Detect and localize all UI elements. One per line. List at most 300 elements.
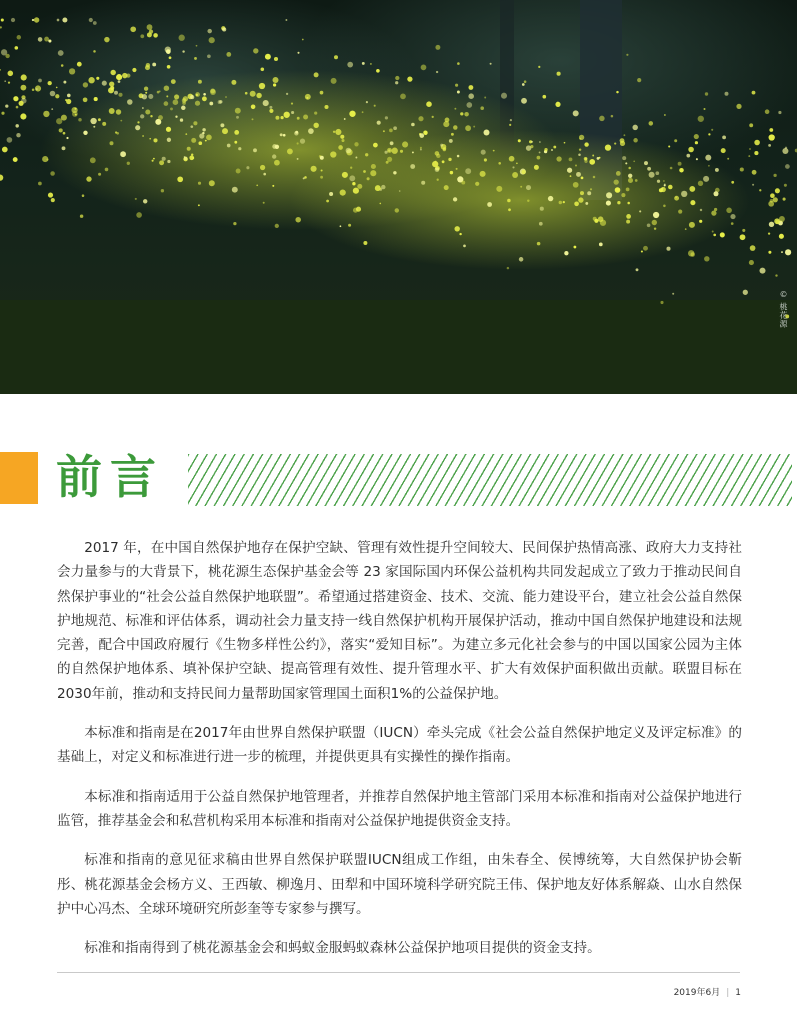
firefly-glow xyxy=(769,222,774,227)
page-number: 1 xyxy=(735,988,741,998)
firefly-glow xyxy=(275,145,279,149)
firefly-glow xyxy=(689,222,695,228)
firefly-glow xyxy=(43,111,49,117)
firefly-glow xyxy=(44,37,49,42)
firefly-glow xyxy=(773,197,778,202)
firefly-glow xyxy=(5,104,8,107)
firefly-glow xyxy=(663,205,666,208)
firefly-glow xyxy=(93,50,96,53)
firefly-glow xyxy=(564,251,568,255)
firefly-glow xyxy=(374,105,376,107)
firefly-glow xyxy=(389,129,393,133)
firefly-glow xyxy=(338,145,343,150)
firefly-glow xyxy=(652,220,657,225)
firefly-glow xyxy=(585,202,588,205)
firefly-glow xyxy=(363,170,366,173)
firefly-glow xyxy=(8,71,14,77)
firefly-glow xyxy=(67,94,71,98)
firefly-glow xyxy=(605,144,611,150)
firefly-glow xyxy=(263,202,265,204)
firefly-glow xyxy=(185,133,187,135)
firefly-glow xyxy=(152,63,156,67)
firefly-glow xyxy=(498,162,501,165)
firefly-glow xyxy=(580,191,584,195)
firefly-glow xyxy=(584,142,588,146)
firefly-glow xyxy=(51,198,55,202)
firefly-glow xyxy=(521,98,527,104)
firefly-glow xyxy=(263,100,269,106)
firefly-glow xyxy=(377,121,381,125)
firefly-glow xyxy=(114,91,118,95)
firefly-glow xyxy=(448,158,451,161)
firefly-glow xyxy=(362,62,365,65)
firefly-glow xyxy=(754,140,760,146)
firefly-glow xyxy=(272,185,274,187)
firefly-glow xyxy=(313,123,318,128)
firefly-glow xyxy=(575,165,577,167)
firefly-glow xyxy=(94,97,98,101)
firefly-glow xyxy=(38,182,42,186)
firefly-glow xyxy=(75,114,77,116)
firefly-glow xyxy=(297,142,299,144)
firefly-glow xyxy=(104,37,109,42)
firefly-glow xyxy=(366,101,368,103)
firefly-glow xyxy=(275,116,279,120)
firefly-glow xyxy=(690,200,695,205)
firefly-glow xyxy=(633,138,637,142)
firefly-glow xyxy=(324,105,328,109)
firefly-glow xyxy=(432,116,434,118)
firefly-glow xyxy=(663,180,665,182)
firefly-glow xyxy=(184,156,186,158)
firefly-glow xyxy=(145,109,150,114)
firefly-glow xyxy=(512,172,518,178)
firefly-glow xyxy=(460,112,463,115)
firefly-glow xyxy=(321,169,323,171)
firefly-glow xyxy=(110,86,114,90)
firefly-glow xyxy=(90,157,96,163)
firefly-glow xyxy=(98,173,101,176)
firefly-glow xyxy=(367,177,370,180)
firefly-glow xyxy=(553,146,556,149)
firefly-glow xyxy=(419,133,424,138)
firefly-glow xyxy=(207,29,211,33)
firefly-glow xyxy=(375,185,381,191)
firefly-glow xyxy=(153,158,155,160)
firefly-glow xyxy=(628,174,632,178)
firefly-glow xyxy=(137,121,139,123)
firefly-glow xyxy=(584,157,588,161)
firefly-glow xyxy=(344,118,346,120)
firefly-glow xyxy=(711,129,713,131)
firefly-glow xyxy=(587,191,591,195)
firefly-glow xyxy=(353,188,359,194)
firefly-glow xyxy=(199,133,204,138)
firefly-glow xyxy=(110,70,115,75)
firefly-glow xyxy=(785,147,787,149)
firefly-glow xyxy=(581,177,584,180)
firefly-glow xyxy=(569,157,573,161)
firefly-glow xyxy=(626,54,628,56)
firefly-glow xyxy=(48,193,53,198)
firefly-glow xyxy=(473,126,475,128)
firefly-glow xyxy=(704,256,709,261)
firefly-glow xyxy=(225,96,227,98)
firefly-glow xyxy=(145,65,150,70)
firefly-glow xyxy=(256,93,261,98)
firefly-glow xyxy=(599,243,603,247)
firefly-glow xyxy=(768,251,771,254)
firefly-glow xyxy=(736,104,741,109)
firefly-glow xyxy=(198,141,202,145)
firefly-glow xyxy=(167,65,171,69)
firefly-glow xyxy=(273,83,276,86)
firefly-glow xyxy=(50,171,55,176)
firefly-glow xyxy=(58,50,64,56)
firefly-glow xyxy=(779,234,784,239)
firefly-glow xyxy=(538,66,540,68)
firefly-glow xyxy=(614,179,619,184)
firefly-glow xyxy=(148,94,153,99)
firefly-glow xyxy=(750,245,756,251)
firefly-glow xyxy=(649,172,655,178)
firefly-glow xyxy=(695,141,698,144)
firefly-glow xyxy=(626,188,630,192)
firefly-glow xyxy=(202,96,207,101)
paragraph: 标准和指南得到了桃花源基金会和蚂蚁金服蚂蚁森林公益保护地项目提供的资金支持。 xyxy=(84,940,601,957)
firefly-glow xyxy=(135,125,140,130)
firefly-glow xyxy=(463,245,466,248)
firefly-glow xyxy=(407,76,412,81)
firefly-glow xyxy=(383,130,385,132)
firefly-glow xyxy=(530,145,533,148)
firefly-glow xyxy=(83,82,88,87)
firefly-glow xyxy=(386,161,389,164)
firefly-glow xyxy=(410,164,415,169)
firefly-glow xyxy=(626,214,631,219)
firefly-glow xyxy=(627,202,630,205)
firefly-glow xyxy=(72,107,78,113)
firefly-glow xyxy=(116,74,122,80)
firefly-glow xyxy=(152,160,154,162)
firefly-glow xyxy=(537,242,541,246)
firefly-glow xyxy=(573,182,579,188)
firefly-glow xyxy=(689,186,695,192)
firefly-glow xyxy=(435,45,440,50)
firefly-glow xyxy=(157,91,160,94)
firefly-glow xyxy=(274,57,278,61)
firefly-glow xyxy=(287,148,293,154)
firefly-glow xyxy=(678,210,682,214)
firefly-glow xyxy=(455,84,458,87)
footer-divider xyxy=(57,972,740,973)
firefly-glow xyxy=(162,157,166,161)
firefly-glow xyxy=(4,80,6,82)
firefly-glow xyxy=(273,77,279,83)
firefly-glow xyxy=(539,151,541,153)
firefly-glow xyxy=(294,131,298,135)
firefly-glow xyxy=(520,186,522,188)
firefly-glow xyxy=(390,141,394,145)
firefly-glow xyxy=(573,246,576,249)
firefly-glow xyxy=(59,128,63,132)
firefly-glow xyxy=(475,182,479,186)
firefly-glow xyxy=(256,184,258,186)
firefly-glow xyxy=(666,247,670,251)
firefly-glow xyxy=(251,104,256,109)
firefly-glow xyxy=(167,138,171,142)
firefly-glow xyxy=(402,141,408,147)
firefly-glow xyxy=(346,148,352,154)
firefly-glow xyxy=(563,201,565,203)
firefly-glow xyxy=(236,169,241,174)
firefly-glow xyxy=(8,82,10,84)
firefly-glow xyxy=(672,293,674,295)
firefly-glow xyxy=(688,250,694,256)
firefly-glow xyxy=(349,111,355,117)
firefly-glow xyxy=(655,171,659,175)
firefly-glow xyxy=(703,108,705,110)
firefly-glow xyxy=(161,189,164,192)
firefly-glow xyxy=(57,19,60,22)
firefly-glow xyxy=(509,156,515,162)
firefly-glow xyxy=(340,190,346,196)
firefly-glow xyxy=(599,116,604,121)
firefly-glow xyxy=(284,112,290,118)
firefly-glow xyxy=(685,228,687,230)
firefly-glow xyxy=(664,184,666,186)
firefly-glow xyxy=(727,158,729,160)
firefly-glow xyxy=(175,116,177,118)
firefly-glow xyxy=(457,62,460,65)
firefly-glow xyxy=(291,103,293,105)
firefly-glow xyxy=(142,135,144,137)
firefly-glow xyxy=(265,54,271,60)
firefly-glow xyxy=(32,19,34,21)
firefly-glow xyxy=(518,139,521,142)
firefly-glow xyxy=(348,224,351,227)
firefly-glow xyxy=(135,198,137,200)
firefly-glow xyxy=(48,39,51,42)
firefly-glow xyxy=(286,93,288,95)
firefly-glow xyxy=(400,150,403,153)
firefly-glow xyxy=(775,274,777,276)
firefly-glow xyxy=(759,189,761,191)
firefly-glow xyxy=(193,121,197,125)
firefly-glow xyxy=(617,201,620,204)
firefly-glow xyxy=(105,168,109,172)
firefly-glow xyxy=(555,102,560,107)
firefly-glow xyxy=(531,141,533,143)
firefly-glow xyxy=(696,158,698,160)
firefly-glow xyxy=(412,151,414,153)
firefly-glow xyxy=(668,145,670,147)
firefly-glow xyxy=(198,80,202,84)
firefly-glow xyxy=(245,92,248,95)
firefly-glow xyxy=(143,199,147,203)
firefly-glow xyxy=(291,111,294,114)
firefly-glow xyxy=(628,167,631,170)
firefly-glow xyxy=(140,34,144,38)
firefly-glow xyxy=(303,177,305,179)
firefly-glow xyxy=(110,141,114,145)
firefly-glow xyxy=(749,123,753,127)
firefly-glow xyxy=(127,99,133,105)
firefly-glow xyxy=(435,151,440,156)
firefly-glow xyxy=(597,157,600,160)
firefly-glow xyxy=(633,160,635,162)
firefly-glow xyxy=(66,99,71,104)
firefly-glow xyxy=(688,147,694,153)
firefly-glow xyxy=(496,186,502,192)
firefly-glow xyxy=(5,54,9,58)
firefly-glow xyxy=(759,268,765,274)
paragraph: 2017 年，在中国自然保护地存在保护空缺、管理有效性提升空间较大、民间保护热情高涨、政府大力支持社会力量参与的大背景下，桃花源生态保护基金会等 23 家国际国内环保公益机构共同发起成立了致力于推动民间自然保护事业的“社会公益自然保护地联盟”。希望通过搭建资金、技术、交流、能力建设平台，建立社会公益自然保护地规范、标准和评估体系，调动社会力量支持一线自然保护机构开展保护活动，推动中国自然保护地建设和法规完善，配合中国政府履行《生物多样性公约》，落实“爱知目标”。为建立多元化社会参与的中国以国家公园为主体的自然保护地体系、填补保护空缺、提高管理有效性、提升管理水平、扩大有效保护面积做出贡献。联盟目标在2030年前，推动和支持民间力量帮助国家管理国土面积1%的公益保护地。 xyxy=(57,540,742,702)
firefly-glow xyxy=(457,91,460,94)
firefly-glow xyxy=(573,110,579,116)
firefly-glow xyxy=(350,167,352,169)
firefly-glow xyxy=(285,19,287,21)
firefly-glow xyxy=(363,241,367,245)
firefly-glow xyxy=(774,218,780,224)
paragraph: 本标准和指南适用于公益自然保护地管理者，并推荐自然保护地主管部门采用本标准和指南对公益保护地进行监管，推荐基金会和私营机构采用本标准和指南对公益保护地提供资金支持。 xyxy=(57,788,742,829)
page-title: 前言 xyxy=(56,450,164,504)
firefly-glow xyxy=(664,114,666,116)
firefly-glow xyxy=(708,165,710,167)
firefly-glow xyxy=(17,35,21,39)
firefly-glow xyxy=(681,191,687,197)
firefly-glow xyxy=(164,85,170,91)
firefly-glow xyxy=(490,63,492,65)
firefly-glow xyxy=(130,26,136,32)
firefly-glow xyxy=(63,132,66,135)
firefly-glow xyxy=(752,170,757,175)
firefly-glow xyxy=(136,212,142,218)
firefly-glow xyxy=(167,160,170,163)
firefly-glow xyxy=(778,111,781,114)
firefly-glow xyxy=(269,109,273,113)
firefly-glow xyxy=(578,197,583,202)
paragraph: 本标准和指南是在2017年由世界自然保护联盟（IUCN）牵头完成《社会公益自然保护地定义及评定标准》的基础上，对定义和标准进行进一步的梳理，并提供更具有实操性的操作指南。 xyxy=(57,725,742,766)
firefly-glow xyxy=(365,153,368,156)
firefly-glow xyxy=(170,107,173,110)
firefly-glow xyxy=(171,79,176,84)
firefly-glow xyxy=(539,222,543,226)
firefly-glow xyxy=(326,200,329,203)
firefly-glow xyxy=(118,93,122,97)
page-footer xyxy=(674,985,741,998)
firefly-glow xyxy=(635,179,638,182)
firefly-glow xyxy=(314,72,319,77)
firefly-glow xyxy=(399,190,401,192)
firefly-glow xyxy=(785,164,790,169)
firefly-glow xyxy=(783,198,786,201)
firefly-glow xyxy=(468,85,473,90)
firefly-glow xyxy=(453,197,457,201)
firefly-glow xyxy=(253,148,257,152)
firefly-glow xyxy=(202,128,205,131)
firefly-glow xyxy=(466,102,472,108)
firefly-glow xyxy=(699,220,702,223)
firefly-glow xyxy=(56,87,58,89)
firefly-glow xyxy=(749,260,754,265)
firefly-glow xyxy=(86,176,91,181)
firefly-glow xyxy=(625,162,627,164)
firefly-glow xyxy=(50,91,56,97)
firefly-glow xyxy=(615,187,621,193)
firefly-glow xyxy=(153,33,158,38)
firefly-glow xyxy=(484,130,490,136)
firefly-glow xyxy=(78,118,82,122)
firefly-glow xyxy=(468,93,474,99)
firefly-glow xyxy=(164,101,169,106)
firefly-glow xyxy=(333,131,335,133)
firefly-glow xyxy=(754,151,758,155)
firefly-glow xyxy=(731,181,734,184)
firefly-glow xyxy=(721,148,726,153)
firefly-glow xyxy=(443,148,446,151)
firefly-glow xyxy=(395,76,399,80)
firefly-glow xyxy=(98,118,101,121)
firefly-glow xyxy=(314,112,317,115)
firefly-glow xyxy=(231,80,236,85)
firefly-glow xyxy=(209,37,215,43)
firefly-glow xyxy=(411,123,415,127)
firefly-glow xyxy=(730,214,735,219)
firefly-glow xyxy=(147,24,153,30)
firefly-glow xyxy=(768,144,771,147)
firefly-glow xyxy=(48,81,52,85)
firefly-glow xyxy=(421,65,427,71)
firefly-glow xyxy=(574,201,579,206)
firefly-glow xyxy=(62,146,66,150)
firefly-glow xyxy=(62,17,67,22)
firefly-glow xyxy=(259,83,265,89)
paragraph: 标准和指南的意见征求稿由世界自然保护联盟IUCN组成工作组，由朱春全、侯博统筹，大自然保护协会靳彤、桃花源基金会杨方义、王西敏、柳逸月、田犁和中国环境科学研究院王伟、保护地友好体系解焱、山水自然保护中心冯杰、全球环境研究所彭奎等专家参与撰写。 xyxy=(57,852,742,917)
firefly-glow xyxy=(96,77,99,80)
firefly-glow xyxy=(246,166,249,169)
firefly-glow xyxy=(36,88,38,90)
firefly-glow xyxy=(748,155,750,157)
firefly-glow xyxy=(320,156,324,160)
firefly-glow xyxy=(522,83,525,86)
firefly-glow xyxy=(393,126,397,130)
firefly-glow xyxy=(320,176,323,179)
firefly-glow xyxy=(465,168,471,174)
firefly-glow xyxy=(539,141,541,143)
firefly-glow xyxy=(250,91,256,97)
firefly-glow xyxy=(334,55,338,59)
firefly-glow xyxy=(519,257,524,262)
firefly-glow xyxy=(713,234,716,237)
firefly-glow xyxy=(140,114,144,118)
firefly-glow xyxy=(445,118,450,123)
firefly-glow xyxy=(661,187,666,192)
firefly-glow xyxy=(341,139,344,142)
firefly-glow xyxy=(740,167,744,171)
firefly-glow xyxy=(537,156,541,160)
firefly-glow xyxy=(159,160,164,165)
firefly-glow xyxy=(507,199,511,203)
accent-bar xyxy=(0,452,38,504)
firefly-glow xyxy=(556,156,561,161)
firefly-glow xyxy=(166,95,168,97)
firefly-glow xyxy=(93,126,95,128)
photo-credit: © 桃花源 xyxy=(779,290,788,329)
firefly-glow xyxy=(781,251,783,253)
firefly-glow xyxy=(643,246,648,251)
firefly-glow xyxy=(83,131,87,135)
